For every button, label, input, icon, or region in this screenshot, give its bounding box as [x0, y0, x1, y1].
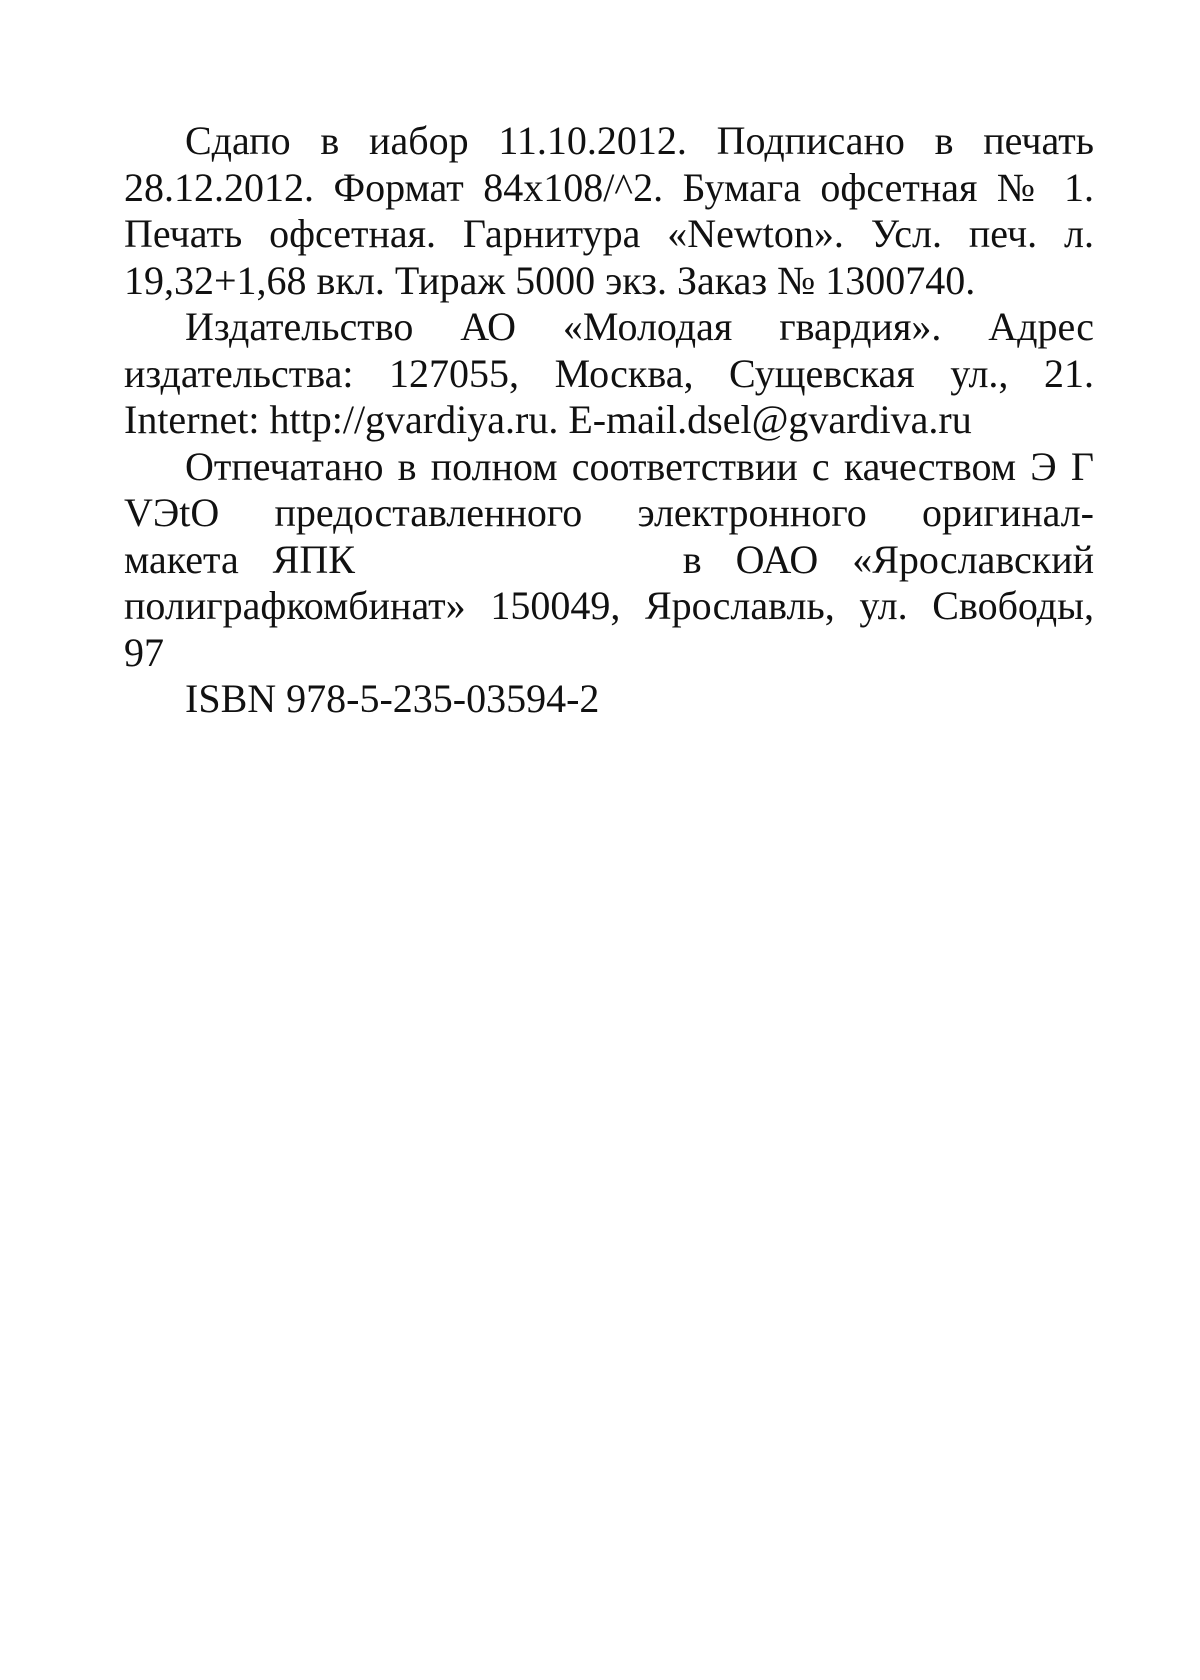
printing-house-paragraph: [124, 444, 1094, 677]
printing-house-line: VЭtO предоставленного электронного оригинал-: [124, 490, 1094, 535]
print-info-line: 19,32+1,68 вкл. Тираж 5000 экз. Заказ № 1300740.: [124, 257, 976, 303]
publisher-paragraph: [124, 304, 1094, 444]
print-info-line: Сдапо в иабор 11.10.2012. Подписано в печать: [185, 118, 1094, 163]
print-info-paragraph: [124, 118, 1094, 304]
printing-house-line: Отпечатано в полном соответствии с качеством Э Г: [185, 443, 1094, 489]
isbn-paragraph: [124, 676, 1094, 723]
printing-house-line: полиграфкомбинат» 150049, Ярославль, ул. Свободы,: [124, 583, 1094, 628]
isbn-line: ISBN 978-5-235-03594-2: [185, 676, 600, 721]
printing-house-line: 97: [124, 629, 164, 675]
printing-house-line-part: в ОАО «Ярославский: [682, 536, 1094, 582]
publisher-line: Internet: http://gvardiya.ru. E-mail.dsel@gvardiva.ru: [124, 397, 972, 442]
printing-house-line: [124, 537, 1094, 584]
print-info-line: Печать офсетная. Гарнитура «Newton». Усл. печ. л.: [124, 211, 1094, 256]
printing-house-line-part: макета ЯПК: [124, 536, 355, 582]
print-info-line: 28.12.2012. Формат 84x108/^2. Бумага офсетная № 1.: [124, 164, 1094, 210]
publisher-line: издательства: 127055, Москва, Сущевская ул., 21.: [124, 350, 1094, 396]
colophon-text: [124, 118, 1094, 723]
publisher-line: Издательство АО «Молодая гвардия». Адрес: [185, 304, 1094, 349]
